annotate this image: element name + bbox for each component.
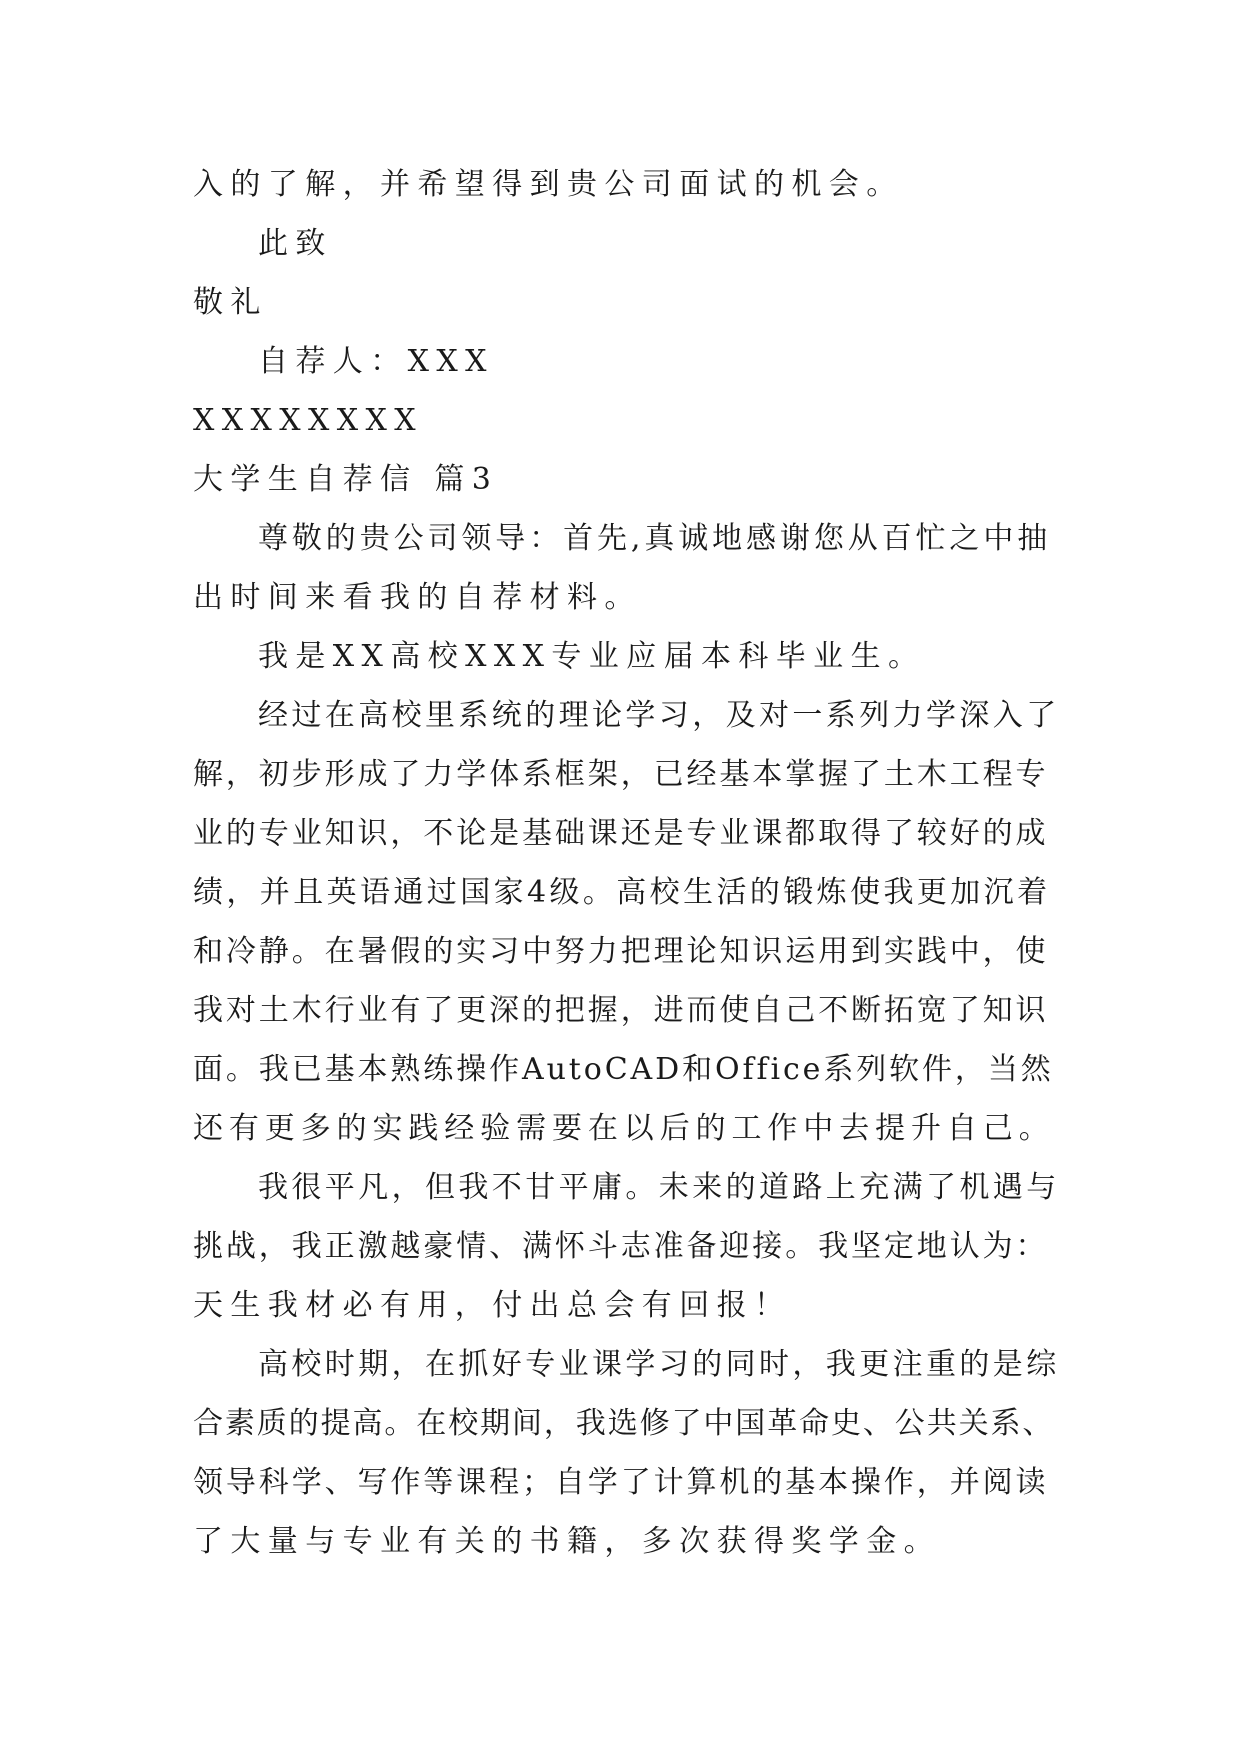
signature-line: 自荐人：XXX: [258, 344, 494, 379]
paragraph-line: 挑战，我正激越豪情、满怀斗志准备迎接。我坚定地认为：: [193, 1229, 1049, 1264]
closing-regards: 敬礼: [193, 285, 268, 320]
paragraph-line: 还有更多的实践经验需要在以后的工作中去提升自己。: [193, 1111, 1055, 1146]
paragraph-line: 了大量与专业有关的书籍，多次获得奖学金。: [193, 1524, 941, 1559]
paragraph-line: 出时间来看我的自荐材料。: [193, 580, 642, 615]
paragraph-line: 入的了解，并希望得到贵公司面试的机会。: [193, 167, 904, 202]
paragraph-line: 高校时期，在抓好专业课学习的同时，我更注重的是综: [258, 1347, 1060, 1382]
paragraph-line: 我很平凡，但我不甘平庸。未来的道路上充满了机遇与: [258, 1170, 1060, 1205]
date-line: XXXXXXXX: [193, 403, 424, 438]
paragraph-line: 我是XX高校XXX专业应届本科毕业生。: [258, 639, 926, 674]
paragraph-line: 面。我已基本熟练操作AutoCAD和Office系列软件，当然: [193, 1052, 1054, 1087]
paragraph-line: 尊敬的贵公司领导：首先,真诚地感谢您从百忙之中抽: [258, 521, 1052, 556]
closing-salutation: 此致: [258, 226, 333, 261]
paragraph-line: 经过在高校里系统的理论学习，及对一系列力学深入了: [258, 698, 1060, 733]
paragraph-line: 合素质的提高。在校期间，我选修了中国革命史、公共关系、: [193, 1406, 1055, 1441]
paragraph-line: 业的专业知识，不论是基础课还是专业课都取得了较好的成: [193, 816, 1049, 851]
paragraph-line: 天生我材必有用，付出总会有回报！: [193, 1288, 792, 1323]
section-title: 大学生自荐信 篇3: [193, 462, 499, 497]
paragraph-line: 我对土木行业有了更深的把握，进而使自己不断拓宽了知识: [193, 993, 1049, 1028]
paragraph-line: 绩，并且英语通过国家4级。高校生活的锻炼使我更加沉着: [193, 875, 1051, 910]
paragraph-line: 领导科学、写作等课程；自学了计算机的基本操作，并阅读: [193, 1465, 1049, 1500]
paragraph-line: 和冷静。在暑假的实习中努力把理论知识运用到实践中，使: [193, 934, 1049, 969]
paragraph-line: 解，初步形成了力学体系框架，已经基本掌握了土木工程专: [193, 757, 1049, 792]
